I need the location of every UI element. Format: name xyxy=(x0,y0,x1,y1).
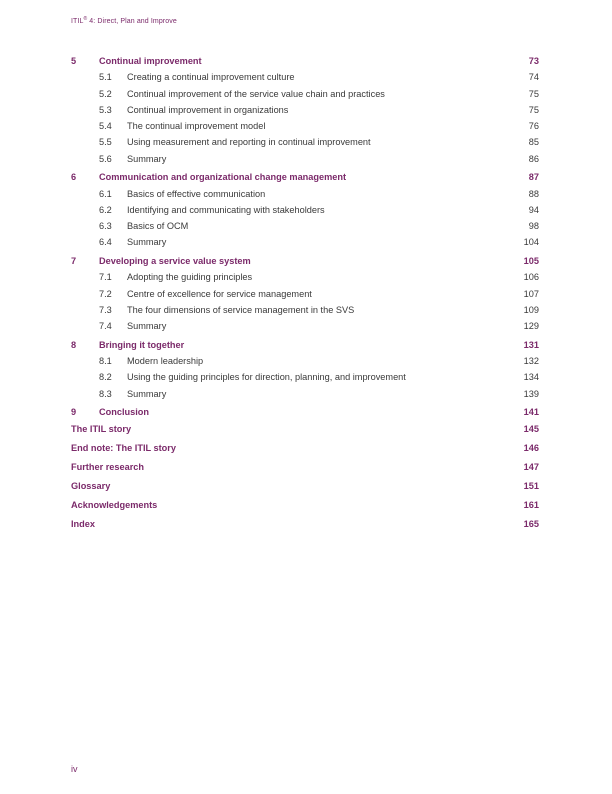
toc-title: Basics of effective communication xyxy=(127,188,266,199)
toc-number: 7.2 xyxy=(99,288,112,299)
toc-page-number: 134 xyxy=(523,372,539,383)
toc-entry-section[interactable] xyxy=(71,386,539,402)
toc-entry-section[interactable] xyxy=(71,353,539,369)
toc-title: Further research xyxy=(71,462,145,473)
toc-number: 8.3 xyxy=(99,388,112,399)
registered-mark: ® xyxy=(83,16,88,22)
toc-entry-chapter[interactable] xyxy=(71,404,539,420)
toc-entry-section[interactable] xyxy=(71,134,539,150)
toc-page-number: 98 xyxy=(528,221,539,232)
toc-page-number: 151 xyxy=(523,481,539,492)
toc-page-number: 74 xyxy=(528,72,539,83)
toc-entry-chapter[interactable] xyxy=(71,169,539,185)
toc-page-number: 106 xyxy=(523,272,539,283)
toc-entry-section[interactable] xyxy=(71,69,539,85)
toc-title: Developing a service value system xyxy=(99,255,251,266)
toc-page-number: 139 xyxy=(523,388,539,399)
toc-number: 5.6 xyxy=(99,153,112,164)
toc-entry-section[interactable] xyxy=(71,369,539,385)
toc-entry-section[interactable] xyxy=(71,269,539,285)
toc-title: Basics of OCM xyxy=(127,221,189,232)
toc-entry-backmatter[interactable] xyxy=(71,439,539,458)
toc-title: Continual improvement in organizations xyxy=(127,104,289,115)
toc-page-number: 161 xyxy=(523,500,539,511)
toc-page-number: 105 xyxy=(523,255,539,266)
toc-page-number: 75 xyxy=(528,104,539,115)
toc-number: 9 xyxy=(71,406,77,417)
header-prefix: ITIL xyxy=(71,18,84,25)
toc-title: Conclusion xyxy=(99,406,150,417)
toc-number: 6.3 xyxy=(99,221,112,232)
toc-title: Identifying and communicating with stakeholders xyxy=(127,204,325,215)
toc-title: Glossary xyxy=(71,481,111,492)
toc-number: 5.5 xyxy=(99,137,112,148)
toc-title: Communication and organizational change management xyxy=(99,172,347,183)
toc-title: Continual improvement xyxy=(99,56,202,66)
toc-number: 6 xyxy=(71,172,77,183)
toc-number: 8.1 xyxy=(99,355,112,366)
toc-title: Summary xyxy=(127,388,167,399)
toc-page-number: 147 xyxy=(523,462,539,473)
running-header xyxy=(71,16,177,25)
toc-entry-backmatter[interactable] xyxy=(71,477,539,496)
toc-entry-section[interactable] xyxy=(71,202,539,218)
toc-title: Acknowledgements xyxy=(71,500,158,511)
toc-number: 7.4 xyxy=(99,321,112,332)
toc-page-number: 145 xyxy=(523,424,539,435)
toc-number: 5.3 xyxy=(99,104,112,115)
toc-page-number: 73 xyxy=(528,56,539,66)
toc-title: Using the guiding principles for direction, planning, and improvement xyxy=(127,372,406,383)
toc-number: 7.1 xyxy=(99,272,112,283)
toc-entry-section[interactable] xyxy=(71,318,539,334)
toc-title: The continual improvement model xyxy=(127,121,266,132)
toc-title: Summary xyxy=(127,237,167,248)
toc-title: Modern leadership xyxy=(127,355,204,366)
toc-number: 5.4 xyxy=(99,121,112,132)
toc-entry-chapter[interactable] xyxy=(71,253,539,269)
toc-title: Centre of excellence for service management xyxy=(127,288,312,299)
toc-page-number: 76 xyxy=(528,121,539,132)
toc-title: The ITIL story xyxy=(71,424,132,435)
toc-number: 7 xyxy=(71,255,77,266)
page-folio: iv xyxy=(71,764,78,774)
toc-title: Adopting the guiding principles xyxy=(127,272,253,283)
toc-entry-section[interactable] xyxy=(71,186,539,202)
toc-page-number: 132 xyxy=(523,355,539,366)
toc-number: 8.2 xyxy=(99,372,112,383)
toc-title: End note: The ITIL story xyxy=(71,443,176,454)
toc-entry-chapter[interactable] xyxy=(71,53,539,69)
toc-title: Index xyxy=(71,519,95,530)
toc-number: 5 xyxy=(71,56,77,66)
toc-number: 6.4 xyxy=(99,237,112,248)
toc-page-number: 129 xyxy=(523,321,539,332)
toc-page-number: 141 xyxy=(523,406,539,417)
toc-page-number: 87 xyxy=(528,172,539,183)
toc-number: 6.1 xyxy=(99,188,112,199)
toc-page-number: 85 xyxy=(528,137,539,148)
toc-page-number: 109 xyxy=(523,304,539,315)
toc-title: Summary xyxy=(127,321,167,332)
toc-entry-section[interactable] xyxy=(71,286,539,302)
toc-entry-chapter[interactable] xyxy=(71,337,539,353)
toc-entry-section[interactable] xyxy=(71,86,539,102)
toc-entry-section[interactable] xyxy=(71,102,539,118)
toc-title: Creating a continual improvement culture xyxy=(127,72,295,83)
toc-entry-backmatter[interactable] xyxy=(71,458,539,477)
toc-title: Bringing it together xyxy=(99,339,185,350)
toc-entry-backmatter[interactable] xyxy=(71,515,539,534)
toc-number: 8 xyxy=(71,339,77,350)
toc-entry-section[interactable] xyxy=(71,302,539,318)
toc-entry-backmatter[interactable] xyxy=(71,496,539,515)
toc-number: 5.2 xyxy=(99,88,112,99)
toc-page-number: 146 xyxy=(523,443,539,454)
toc-number: 5.1 xyxy=(99,72,112,83)
toc-page-number: 75 xyxy=(528,88,539,99)
toc-page-number: 94 xyxy=(528,204,539,215)
toc-page-number: 88 xyxy=(528,188,539,199)
toc-page-number: 86 xyxy=(528,153,539,164)
toc-page-number: 131 xyxy=(523,339,539,350)
toc-entry-section[interactable] xyxy=(71,118,539,134)
toc-page-number: 104 xyxy=(523,237,539,248)
toc-title: Summary xyxy=(127,153,167,164)
toc-entry-section[interactable] xyxy=(71,234,539,250)
toc-entry-backmatter[interactable] xyxy=(71,420,539,439)
table-of-contents xyxy=(71,53,539,534)
toc-number: 7.3 xyxy=(99,304,112,315)
toc-entry-section[interactable] xyxy=(71,151,539,167)
toc-entry-section[interactable] xyxy=(71,218,539,234)
toc-number: 6.2 xyxy=(99,204,112,215)
toc-page-number: 107 xyxy=(523,288,539,299)
toc-title: Using measurement and reporting in continual improvement xyxy=(127,137,371,148)
toc-title: Continual improvement of the service value chain and practices xyxy=(127,88,385,99)
toc-title: The four dimensions of service management in the SVS xyxy=(127,304,355,315)
toc-page-number: 165 xyxy=(523,519,539,530)
header-suffix: 4: Direct, Plan and Improve xyxy=(87,18,177,25)
